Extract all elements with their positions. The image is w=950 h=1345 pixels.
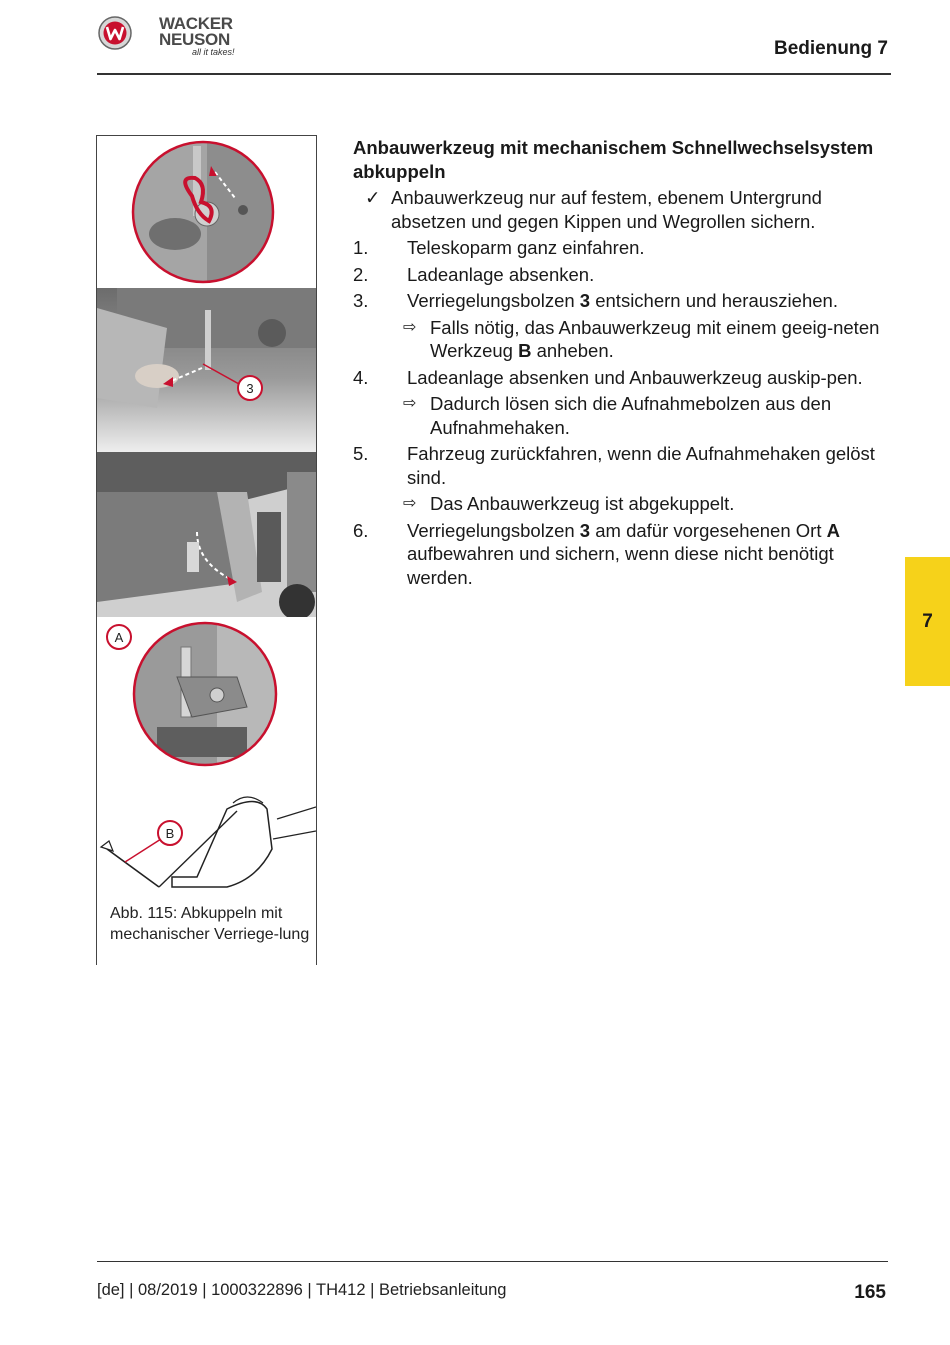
step-6 — [353, 519, 893, 590]
tilt-bucket-photo-icon — [97, 452, 316, 617]
check-icon: ✓ — [365, 187, 381, 208]
step-number: 3. — [353, 290, 369, 311]
figure-panel-4 — [97, 617, 316, 770]
footer-info: [de] | 08/2019 | 1000322896 | TH412 | Betriebsanleitung — [97, 1281, 507, 1299]
step-2 — [353, 263, 893, 287]
result-text: Das Anbauwerkzeug ist abgekuppelt. — [430, 493, 735, 514]
section-heading: Anbauwerkzeug mit mechanischem Schnellwechselsystem abkuppeln — [353, 137, 874, 182]
brand-name: WACKER NEUSON — [159, 14, 233, 49]
callout-B: B — [165, 826, 175, 841]
figure-panel-3 — [97, 452, 316, 618]
step-3-result — [353, 316, 893, 363]
result-text: Dadurch lösen sich die Aufnahmebolzen aus den Aufnahmehaken. — [430, 393, 832, 438]
page-number: 165 — [854, 1282, 886, 1303]
figure-panel-2 — [97, 288, 316, 453]
locking-pin-photo-icon — [97, 136, 316, 288]
instruction-section — [353, 136, 893, 592]
step-4 — [353, 366, 893, 390]
step-5-result — [353, 492, 893, 516]
step-text: Verriegelungsbolzen 3 am dafür vorgesehenen Ort A aufbewahren und sichern, wenn diese nicht benötigt werden. — [407, 519, 840, 588]
result-arrow-icon: ⇨ — [403, 318, 417, 336]
precondition-text: Anbauwerkzeug nur auf festem, ebenem Untergrund absetzen und gegen Kippen und Wegrollen sichern. — [391, 187, 822, 232]
step-text: Verriegelungsbolzen 3 entsichern und herausziehen. — [407, 290, 838, 311]
step-text: Ladeanlage absenken. — [407, 263, 595, 285]
figure-caption: Abb. 115: Abkuppeln mit mechanischer Verriege-lung — [110, 905, 310, 943]
step-text: Fahrzeug zurückfahren, wenn die Aufnahmehaken gelöst sind. — [407, 443, 875, 488]
step-text: Teleskoparm ganz einfahren. — [407, 237, 645, 258]
footer-rule — [97, 1261, 888, 1262]
lever-tool-drawing-icon — [97, 769, 316, 899]
brand-slogan: all it takes! — [192, 47, 235, 57]
callout-3: 3 — [246, 381, 254, 396]
step-text: Ladeanlage absenken und Anbauwerkzeug auskip-pen. — [407, 366, 863, 388]
step-4-result — [353, 392, 893, 439]
chapter-tab-number: 7 — [922, 611, 933, 632]
step-5 — [353, 442, 893, 489]
result-arrow-icon: ⇨ — [403, 395, 417, 412]
precondition — [353, 186, 893, 233]
figure-panel-1 — [97, 136, 316, 289]
step-number: 5. — [353, 443, 369, 464]
result-text: Falls nötig, das Anbauwerkzeug mit einem geeig-neten Werkzeug B anheben. — [430, 316, 880, 361]
chapter-heading: Bedienung 7 — [773, 38, 888, 59]
step-1 — [353, 236, 893, 260]
pull-pin-photo-icon — [97, 288, 316, 452]
header-rule — [97, 73, 891, 75]
step-number: 4. — [353, 366, 369, 388]
figure-115 — [96, 135, 317, 965]
step-number: 2. — [353, 263, 369, 285]
chapter-tab — [905, 557, 950, 686]
step-number: 6. — [353, 519, 369, 541]
step-3 — [353, 289, 893, 313]
step-number: 1. — [353, 237, 369, 258]
result-arrow-icon: ⇨ — [403, 495, 417, 512]
storage-location-photo-icon — [97, 617, 316, 769]
callout-A: A — [114, 630, 124, 645]
